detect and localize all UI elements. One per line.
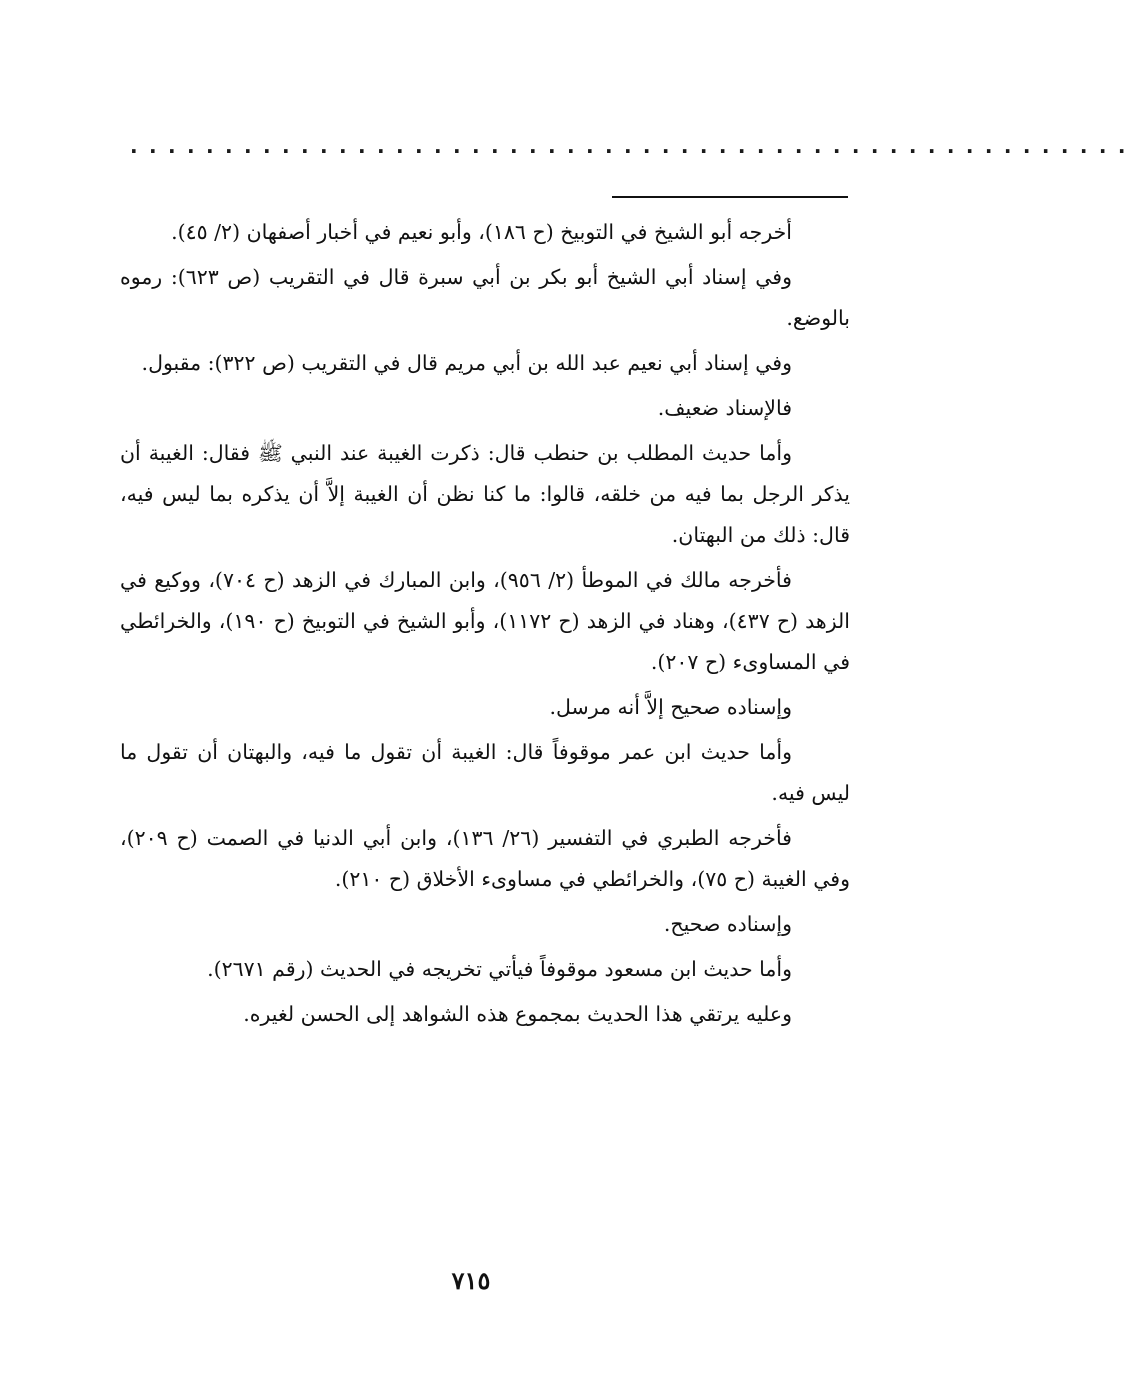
paragraph-isnad-abu-nuaym: وفي إسناد أبي نعيم عبد الله بن أبي مريم قال في التقريب (ص ٣٢٢): مقبول. [141, 351, 792, 375]
dotted-separator: ..................................................... [130, 134, 1137, 158]
page-number: ٧١٥ [451, 1266, 491, 1295]
paragraph-isnad-daif: فالإسناد ضعيف. [657, 396, 792, 420]
paragraph-hadith-ibn-masud: وأما حديث ابن مسعود موقوفاً فيأتي تخريجه في الحديث (رقم ٢٦٧١). [207, 957, 792, 981]
paragraph-takhrij-al-tabari: فأخرجه الطبري في التفسير (٢٦/ ١٣٦)، وابن أبي الدنيا في الصمت (ح ٢٠٩)، وفي الغيبة (ح ٧٥)، والخرائطي في مساوىء الأخلاق (ح ٢١٠). [120, 826, 850, 891]
footnote-rule [612, 196, 848, 198]
paragraph-hadith-al-muttalib: وأما حديث المطلب بن حنطب قال: ذكرت الغيبة عند النبي ﷺ فقال: الغيبة أن يذكر الرجل بما فيه من خلقه، قالوا: ما كنا نظن أن الغيبة إلاَّ أن يذكره بما ليس فيه، قال: ذلك من البهتان. [120, 441, 850, 547]
paragraph-conclusion: وعليه يرتقي هذا الحديث بمجموع هذه الشواهد إلى الحسن لغيره. [243, 1002, 792, 1026]
paragraph-isnad-abu-al-shaykh: وفي إسناد أبي الشيخ أبو بكر بن أبي سبرة قال في التقريب (ص ٦٢٣): رموه بالوضع. [120, 265, 850, 330]
paragraph-takhrij-malik: فأخرجه مالك في الموطأ (٢/ ٩٥٦)، وابن المبارك في الزهد (ح ٧٠٤)، ووكيع في الزهد (ح ٤٣٧)، وهناد في الزهد (ح ١١٧٢)، وأبو الشيخ في التوبيخ (ح ١٩٠)، والخرائطي في المساوىء (ح ٢٠٧). [120, 568, 850, 674]
footnote-text [120, 212, 850, 1039]
paragraph-isnad-mursal: وإسناده صحيح إلاَّ أنه مرسل. [549, 695, 792, 719]
paragraph-takhrij-abu-al-shaykh: أخرجه أبو الشيخ في التوبيخ (ح ١٨٦)، وأبو نعيم في أخبار أصفهان (٢/ ٤٥). [171, 220, 792, 244]
paragraph-isnad-sahih: وإسناده صحيح. [663, 912, 792, 936]
paragraph-hadith-ibn-umar: وأما حديث ابن عمر موقوفاً قال: الغيبة أن تقول ما فيه، والبهتان أن تقول ما ليس فيه. [120, 740, 850, 805]
